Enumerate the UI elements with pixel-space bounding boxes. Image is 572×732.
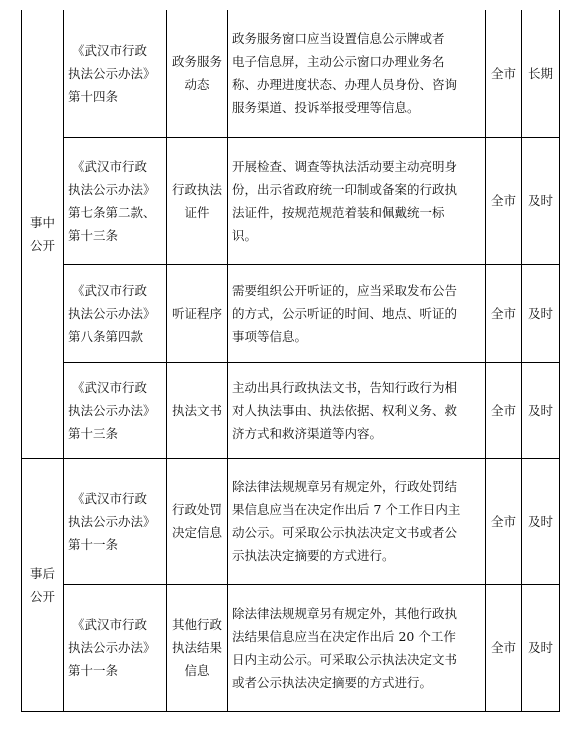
content-cell: 除法律法规规章另有规定外，其他行政执 法结果信息应当在决定作出后 20 个工作 日内主动公示。可采取公示执法决定文书 或者公示执法决定摘要的方式进行。 bbox=[228, 584, 486, 711]
legal-basis-cell: 《武汉市行政 执法公示办法》 第七条第二款、 第十三条 bbox=[64, 137, 167, 264]
table-row bbox=[22, 10, 560, 137]
content-cell: 需要组织公开听证的，应当采取发布公告 的方式，公示听证的时间、地点、听证的 事项等信息。 bbox=[228, 264, 486, 362]
table-row bbox=[22, 362, 560, 458]
content-cell: 开展检查、调查等执法活动要主动亮明身 份，出示省政府统一印制或备案的行政执 法证件，按规范规范着装和佩戴统一标 识。 bbox=[228, 137, 486, 264]
legal-basis-cell: 《武汉市行政 执法公示办法》 第十一条 bbox=[64, 458, 167, 584]
phase-label: 事后 bbox=[29, 565, 55, 581]
timing-cell: 长期 bbox=[522, 10, 560, 137]
table-row bbox=[22, 584, 560, 711]
phase-label: 公开 bbox=[29, 237, 55, 253]
scope-cell: 全市 bbox=[486, 362, 522, 458]
table-row bbox=[22, 137, 560, 264]
item-cell: 行政执法 证件 bbox=[167, 137, 228, 264]
timing-cell: 及时 bbox=[522, 362, 560, 458]
item-cell: 行政处罚 决定信息 bbox=[167, 458, 228, 584]
item-cell: 执法文书 bbox=[167, 362, 228, 458]
timing-cell: 及时 bbox=[522, 264, 560, 362]
content-cell: 政务服务窗口应当设置信息公示牌或者 电子信息屏，主动公示窗口办理业务名 称、办理进度状态、办理人员身份、咨询 服务渠道、投诉举报受理等信息。 bbox=[228, 10, 486, 137]
disclosure-table bbox=[21, 10, 560, 712]
timing-cell: 及时 bbox=[522, 137, 560, 264]
legal-basis-cell: 《武汉市行政 执法公示办法》 第十三条 bbox=[64, 362, 167, 458]
scope-cell: 全市 bbox=[486, 458, 522, 584]
table-row bbox=[22, 458, 560, 584]
item-cell: 政务服务 动态 bbox=[167, 10, 228, 137]
content-cell: 主动出具行政执法文书，告知行政行为相 对人执法事由、执法依据、权利义务、救 济方式和救济渠道等内容。 bbox=[228, 362, 486, 458]
legal-basis-cell: 《武汉市行政 执法公示办法》 第八条第四款 bbox=[64, 264, 167, 362]
legal-basis-cell: 《武汉市行政 执法公示办法》 第十一条 bbox=[64, 584, 167, 711]
scope-cell: 全市 bbox=[486, 10, 522, 137]
phase-cell-during bbox=[22, 10, 64, 458]
scope-cell: 全市 bbox=[486, 137, 522, 264]
table-row bbox=[22, 264, 560, 362]
phase-label: 事中 bbox=[29, 214, 55, 230]
phase-cell-after bbox=[22, 458, 64, 711]
phase-label: 公开 bbox=[29, 588, 55, 604]
scope-cell: 全市 bbox=[486, 584, 522, 711]
content-cell: 除法律法规规章另有规定外，行政处罚结 果信息应当在决定作出后 7 个工作日内主 动公示。可采取公示执法决定文书或者公 示执法决定摘要的方式进行。 bbox=[228, 458, 486, 584]
item-cell: 听证程序 bbox=[167, 264, 228, 362]
scope-cell: 全市 bbox=[486, 264, 522, 362]
timing-cell: 及时 bbox=[522, 584, 560, 711]
legal-basis-cell: 《武汉市行政 执法公示办法》 第十四条 bbox=[64, 10, 167, 137]
timing-cell: 及时 bbox=[522, 458, 560, 584]
item-cell: 其他行政 执法结果 信息 bbox=[167, 584, 228, 711]
